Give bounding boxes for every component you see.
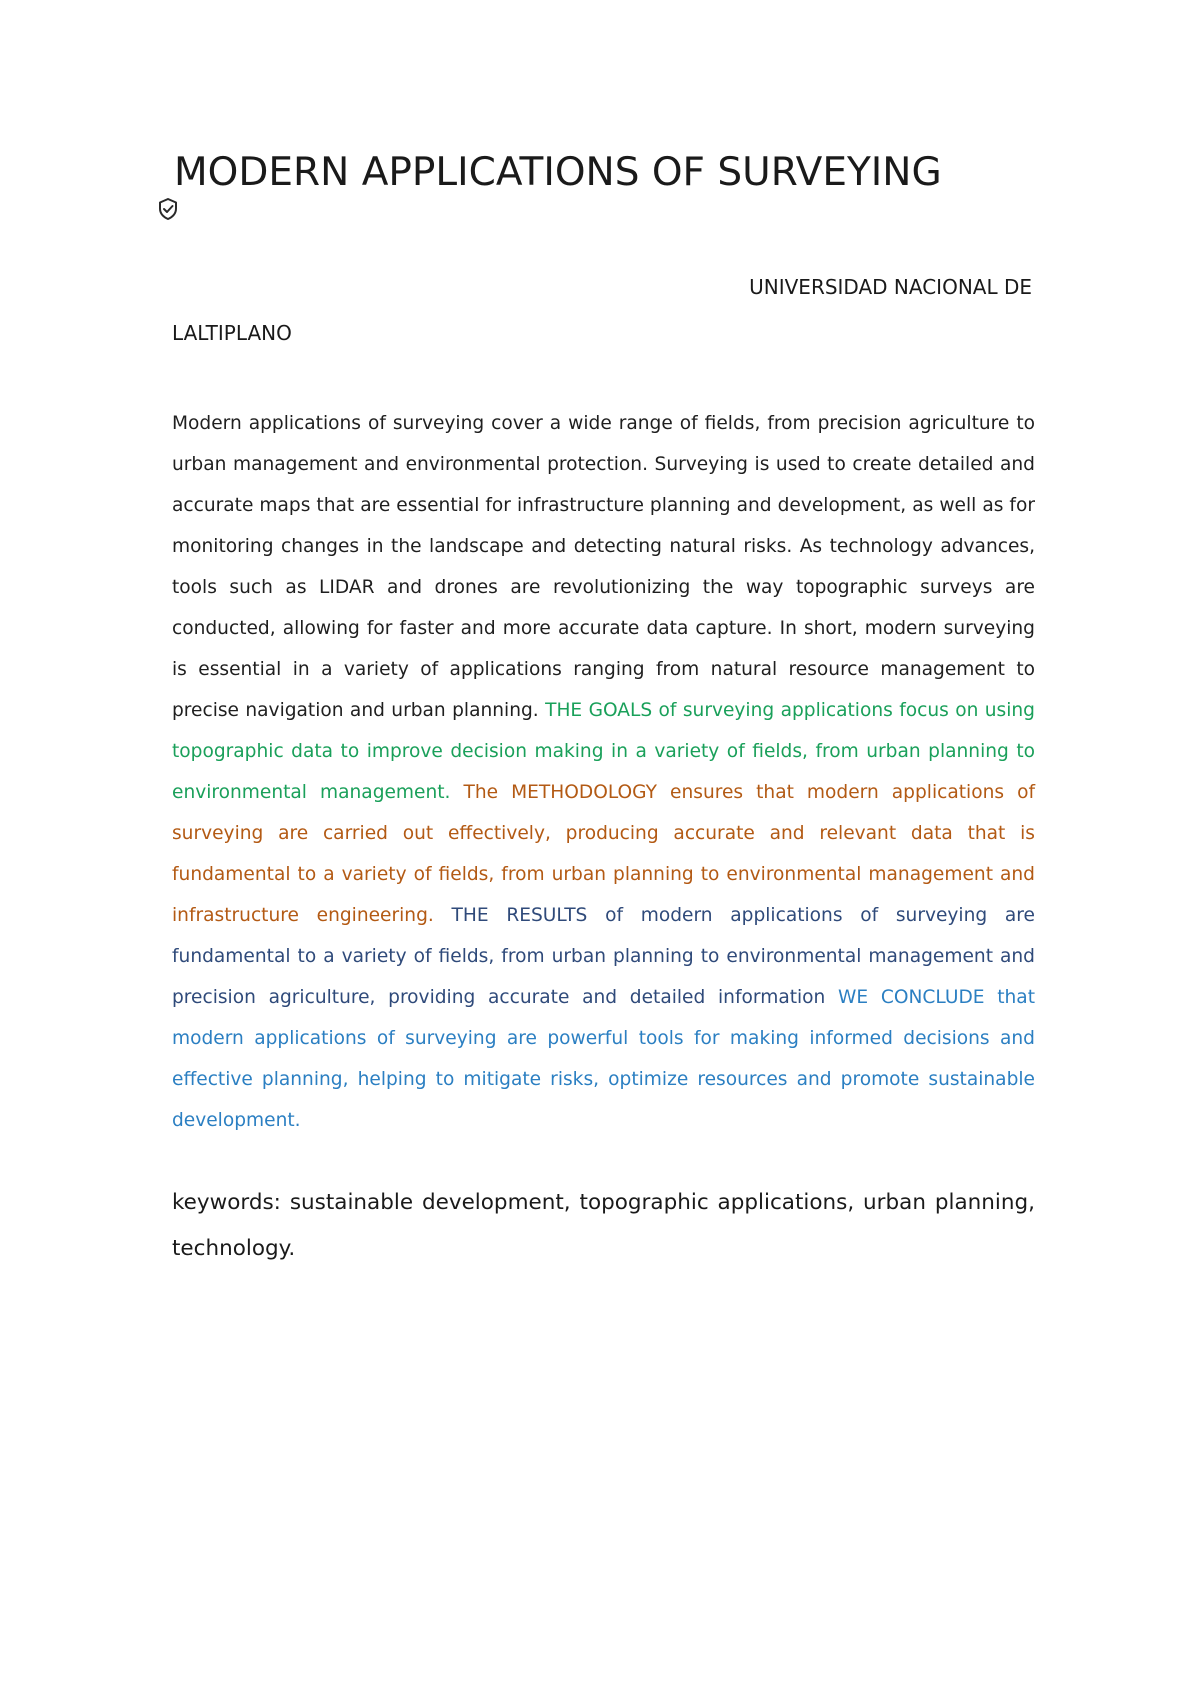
abstract-conclusion: WE CONCLUDE that modern applications of surveying are powerful tools for making informed decisions and effective planning, helping to mitigate risks, optimize resources and promote sustainable development. bbox=[172, 987, 1035, 1131]
abstract-methodology: The METHODOLOGY ensures that modern applications of surveying are carried out effectively, producing accurate and relevant data that is fundamental to a variety of fields, from urban planning to environmental management and infrastructure engineering. bbox=[172, 782, 1035, 926]
affiliation-line-1: UNIVERSIDAD NACIONAL DE bbox=[749, 275, 1032, 299]
affiliation-line-2: LALTIPLANO bbox=[172, 321, 292, 345]
shield-check-icon bbox=[157, 197, 179, 221]
abstract-results: THE RESULTS of modern applications of surveying are fundamental to a variety of fields, from urban planning to environmental management and precision agriculture, providing accurate and detailed information bbox=[172, 905, 1035, 1008]
abstract-intro: Modern applications of surveying cover a wide range of fields, from precision agriculture to urban management and environmental protection. Surveying is used to create detailed and accurate maps that are essential for infrastructure planning and development, as well as for monitoring changes in the landscape and detecting natural risks. As technology advances, tools such as LIDAR and drones are revolutionizing the way topographic surveys are conducted, allowing for faster and more accurate data capture. In short, modern surveying is essential in a variety of applications ranging from natural resource management to precise navigation and urban planning. bbox=[172, 413, 1035, 721]
abstract-paragraph bbox=[172, 403, 1035, 1141]
abstract-goals: THE GOALS of surveying applications focus on using topographic data to improve decision making in a variety of fields, from urban planning to environmental management. bbox=[172, 700, 1035, 803]
document-title: MODERN APPLICATIONS OF SURVEYING bbox=[174, 150, 942, 195]
keywords-paragraph: keywords: sustainable development, topographic applications, urban planning, technology. bbox=[172, 1190, 1035, 1261]
